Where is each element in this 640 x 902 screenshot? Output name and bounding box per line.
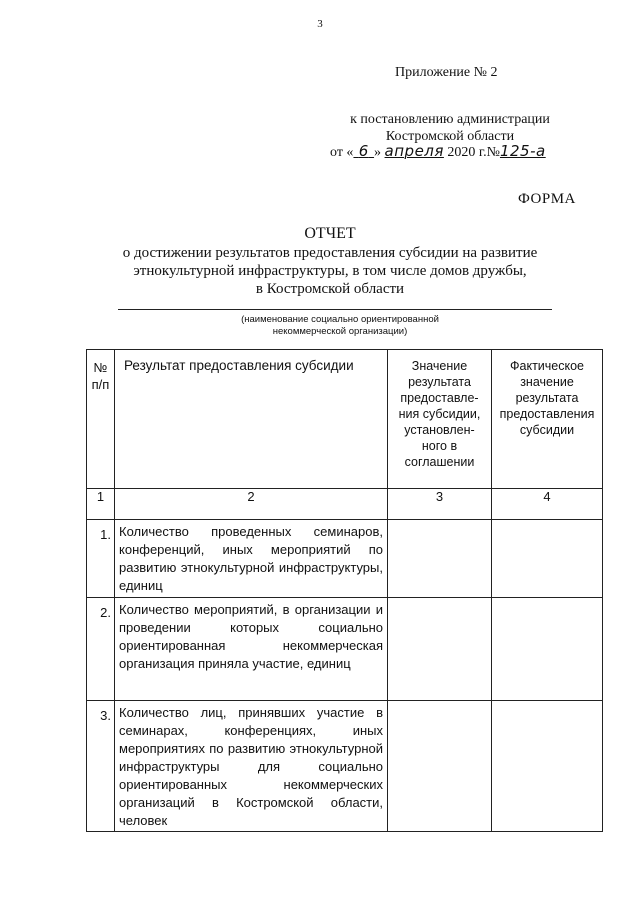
form-label: ФОРМА [518,191,576,207]
date-mid: » [374,145,382,160]
date-month-handwritten: апреля [384,142,444,160]
row-planned-value [388,598,492,701]
row-actual-value [492,701,603,832]
table-header-row [87,350,603,489]
row-result-text: Количество проведенных семинаров, конференций, иных мероприятий по развитию этнокультурной инфраструктуры, единиц [115,520,388,598]
resolution-date-line [330,143,600,161]
organization-name-line [118,309,552,310]
header-result: Результат предоставления субсидии [115,350,388,489]
report-subtitle-line1: о достижении результатов предоставления субсидии на развитие [122,245,538,261]
organization-caption-line2: некоммерческой организации) [272,326,408,337]
row-number: 1. [87,520,115,598]
appendix-title: Приложение № 2 [395,65,498,80]
table-row [87,701,603,832]
date-year: 2020 г.№ [447,145,500,160]
report-table [86,349,603,832]
column-number: 3 [388,489,492,520]
row-actual-value [492,598,603,701]
row-actual-value [492,520,603,598]
resolution-reference-line2: Костромской области [385,129,515,144]
column-number: 2 [115,489,388,520]
header-planned-value: Значение результата предоставле-ния субсидии, установлен-ного в соглашении [388,350,492,489]
organization-caption-line1: (наименование социально ориентированной [241,314,439,325]
header-num: № п/п [87,350,115,489]
column-number-row [87,489,603,520]
row-number: 2. [87,598,115,701]
column-number: 1 [87,489,115,520]
page-number: 3 [317,18,323,30]
row-planned-value [388,701,492,832]
column-number: 4 [492,489,603,520]
date-prefix: от « [330,145,354,160]
row-result-text: Количество лиц, принявших участие в семинарах, конференциях, иных мероприятиях по развитию этнокультурной инфраструктуры для социально ориентированных некоммерческих организаций в Костромской области, человек [115,701,388,832]
report-subtitle-line3: в Костромской области [255,281,405,297]
resolution-reference-line1: к постановлению администрации [350,112,550,127]
header-actual-value: Фактическое значение результата предоставления субсидии [492,350,603,489]
resolution-number-handwritten: 125-а [499,142,546,160]
row-planned-value [388,520,492,598]
table-row [87,598,603,701]
report-title: ОТЧЕТ [304,225,356,242]
date-day-handwritten: 6 [358,142,369,160]
table-row [87,520,603,598]
report-subtitle-line2: этнокультурной инфраструктуры, в том числе домов дружбы, [133,263,527,279]
row-result-text: Количество мероприятий, в организации и проведении которых социально ориентированная некоммерческая организация приняла участие, единиц [115,598,388,701]
row-number: 3. [87,701,115,832]
